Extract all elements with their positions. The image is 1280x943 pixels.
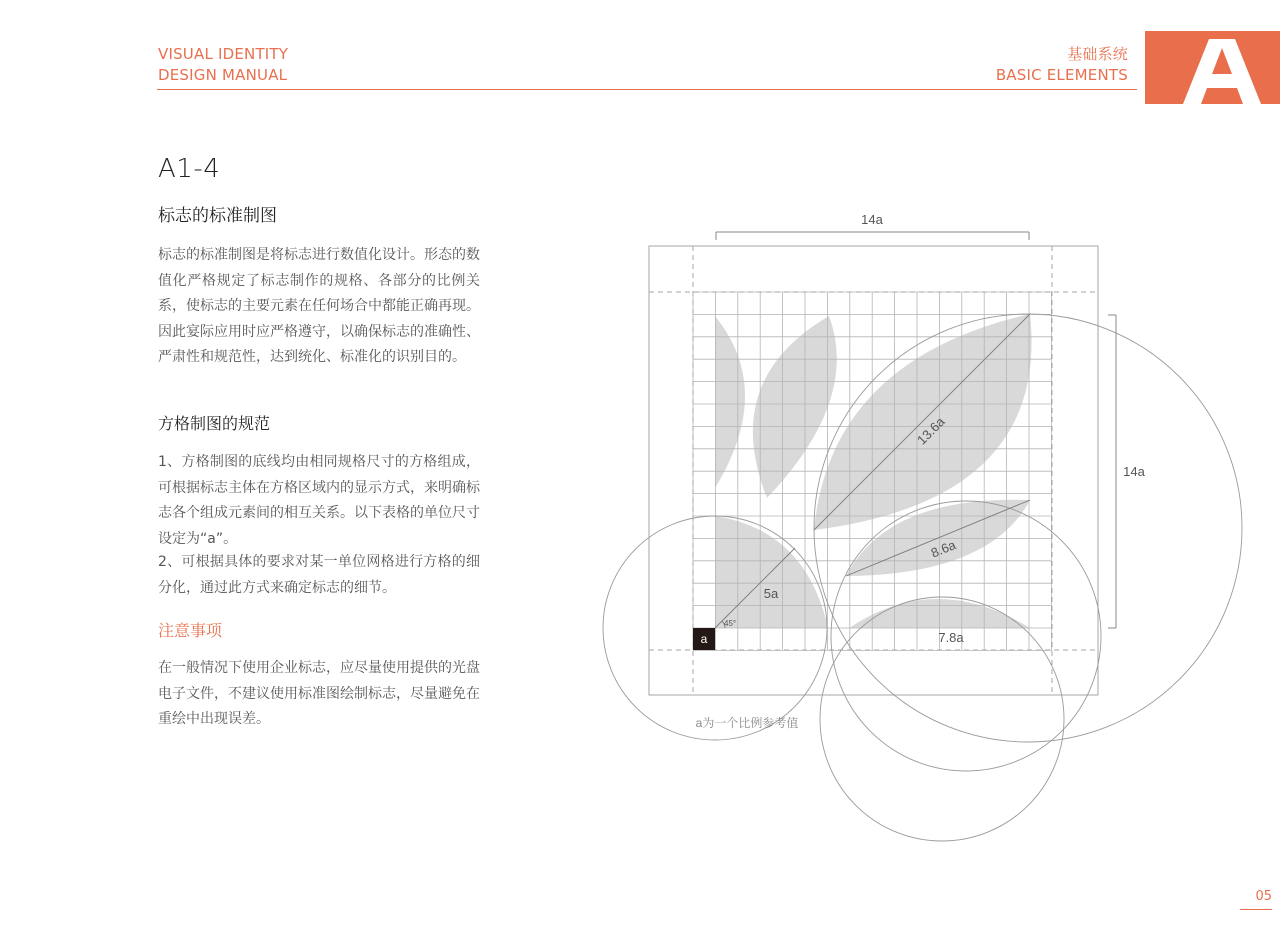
page-number: 05 (1255, 889, 1272, 904)
top-dimension (716, 232, 1029, 240)
radius-label-8-6a: 8.6a (928, 537, 958, 561)
diagram-caption: a为一个比例参考值 (695, 716, 799, 730)
notes-heading: 注意事项 (158, 621, 223, 640)
radius-label-5a: 5a (763, 586, 779, 601)
side-dimension (1108, 315, 1116, 628)
intro-paragraph: 标志的标准制图是将标志进行数值化设计。形态的数值化严格规定了标志制作的规格、各部分的比例关系，使标志的主要元素在任何场合中都能正确再现。因此宴际应用时应严格遵守，以确保标志的准确性、严肃性和规范性，达到统化、标准化的识别目的。 (158, 247, 480, 365)
grid-rules-heading: 方格制图的规范 (158, 414, 271, 433)
section-code: A1-4 (158, 154, 221, 184)
page-number-rule (1240, 909, 1272, 910)
manual-title-line2: DESIGN MANUAL (158, 66, 288, 84)
chapter-title-cn: 基础系统 (1067, 45, 1128, 63)
top-dimension-label: 14a (861, 212, 883, 227)
unit-cell-label: a (700, 632, 708, 646)
radius-label-13-6a: 13.6a (914, 414, 948, 448)
section-title: 标志的标准制图 (158, 206, 277, 226)
grid-rule-1: 1、方格制图的底线均由相同规格尺寸的方格组成，可根据标志主体在方格区域内的显示方式，来明确标志各个组成元素间的相互关系。以下表格的单位尺寸设定为“a”。 (158, 454, 480, 547)
manual-title-line1: VISUAL IDENTITY (158, 45, 289, 63)
radius-label-7-8a: 7.8a (938, 630, 964, 645)
angle-label: 45° (724, 619, 737, 628)
notes-paragraph: 在一般情况下使用企业标志，应尽量使用提供的光盘电子文件，不建议使用标准图绘制标志，尽量避免在重绘中出现误差。 (158, 660, 480, 727)
grid-rule-2: 2、可根据具体的要求对某一单位网格进行方格的细分化，通过此方式来确定标志的细节。 (158, 554, 480, 596)
chapter-title-en: BASIC ELEMENTS (995, 66, 1128, 84)
side-dimension-label: 14a (1123, 464, 1145, 479)
leaf-2 (753, 316, 837, 498)
leaf-1 (715, 316, 745, 488)
